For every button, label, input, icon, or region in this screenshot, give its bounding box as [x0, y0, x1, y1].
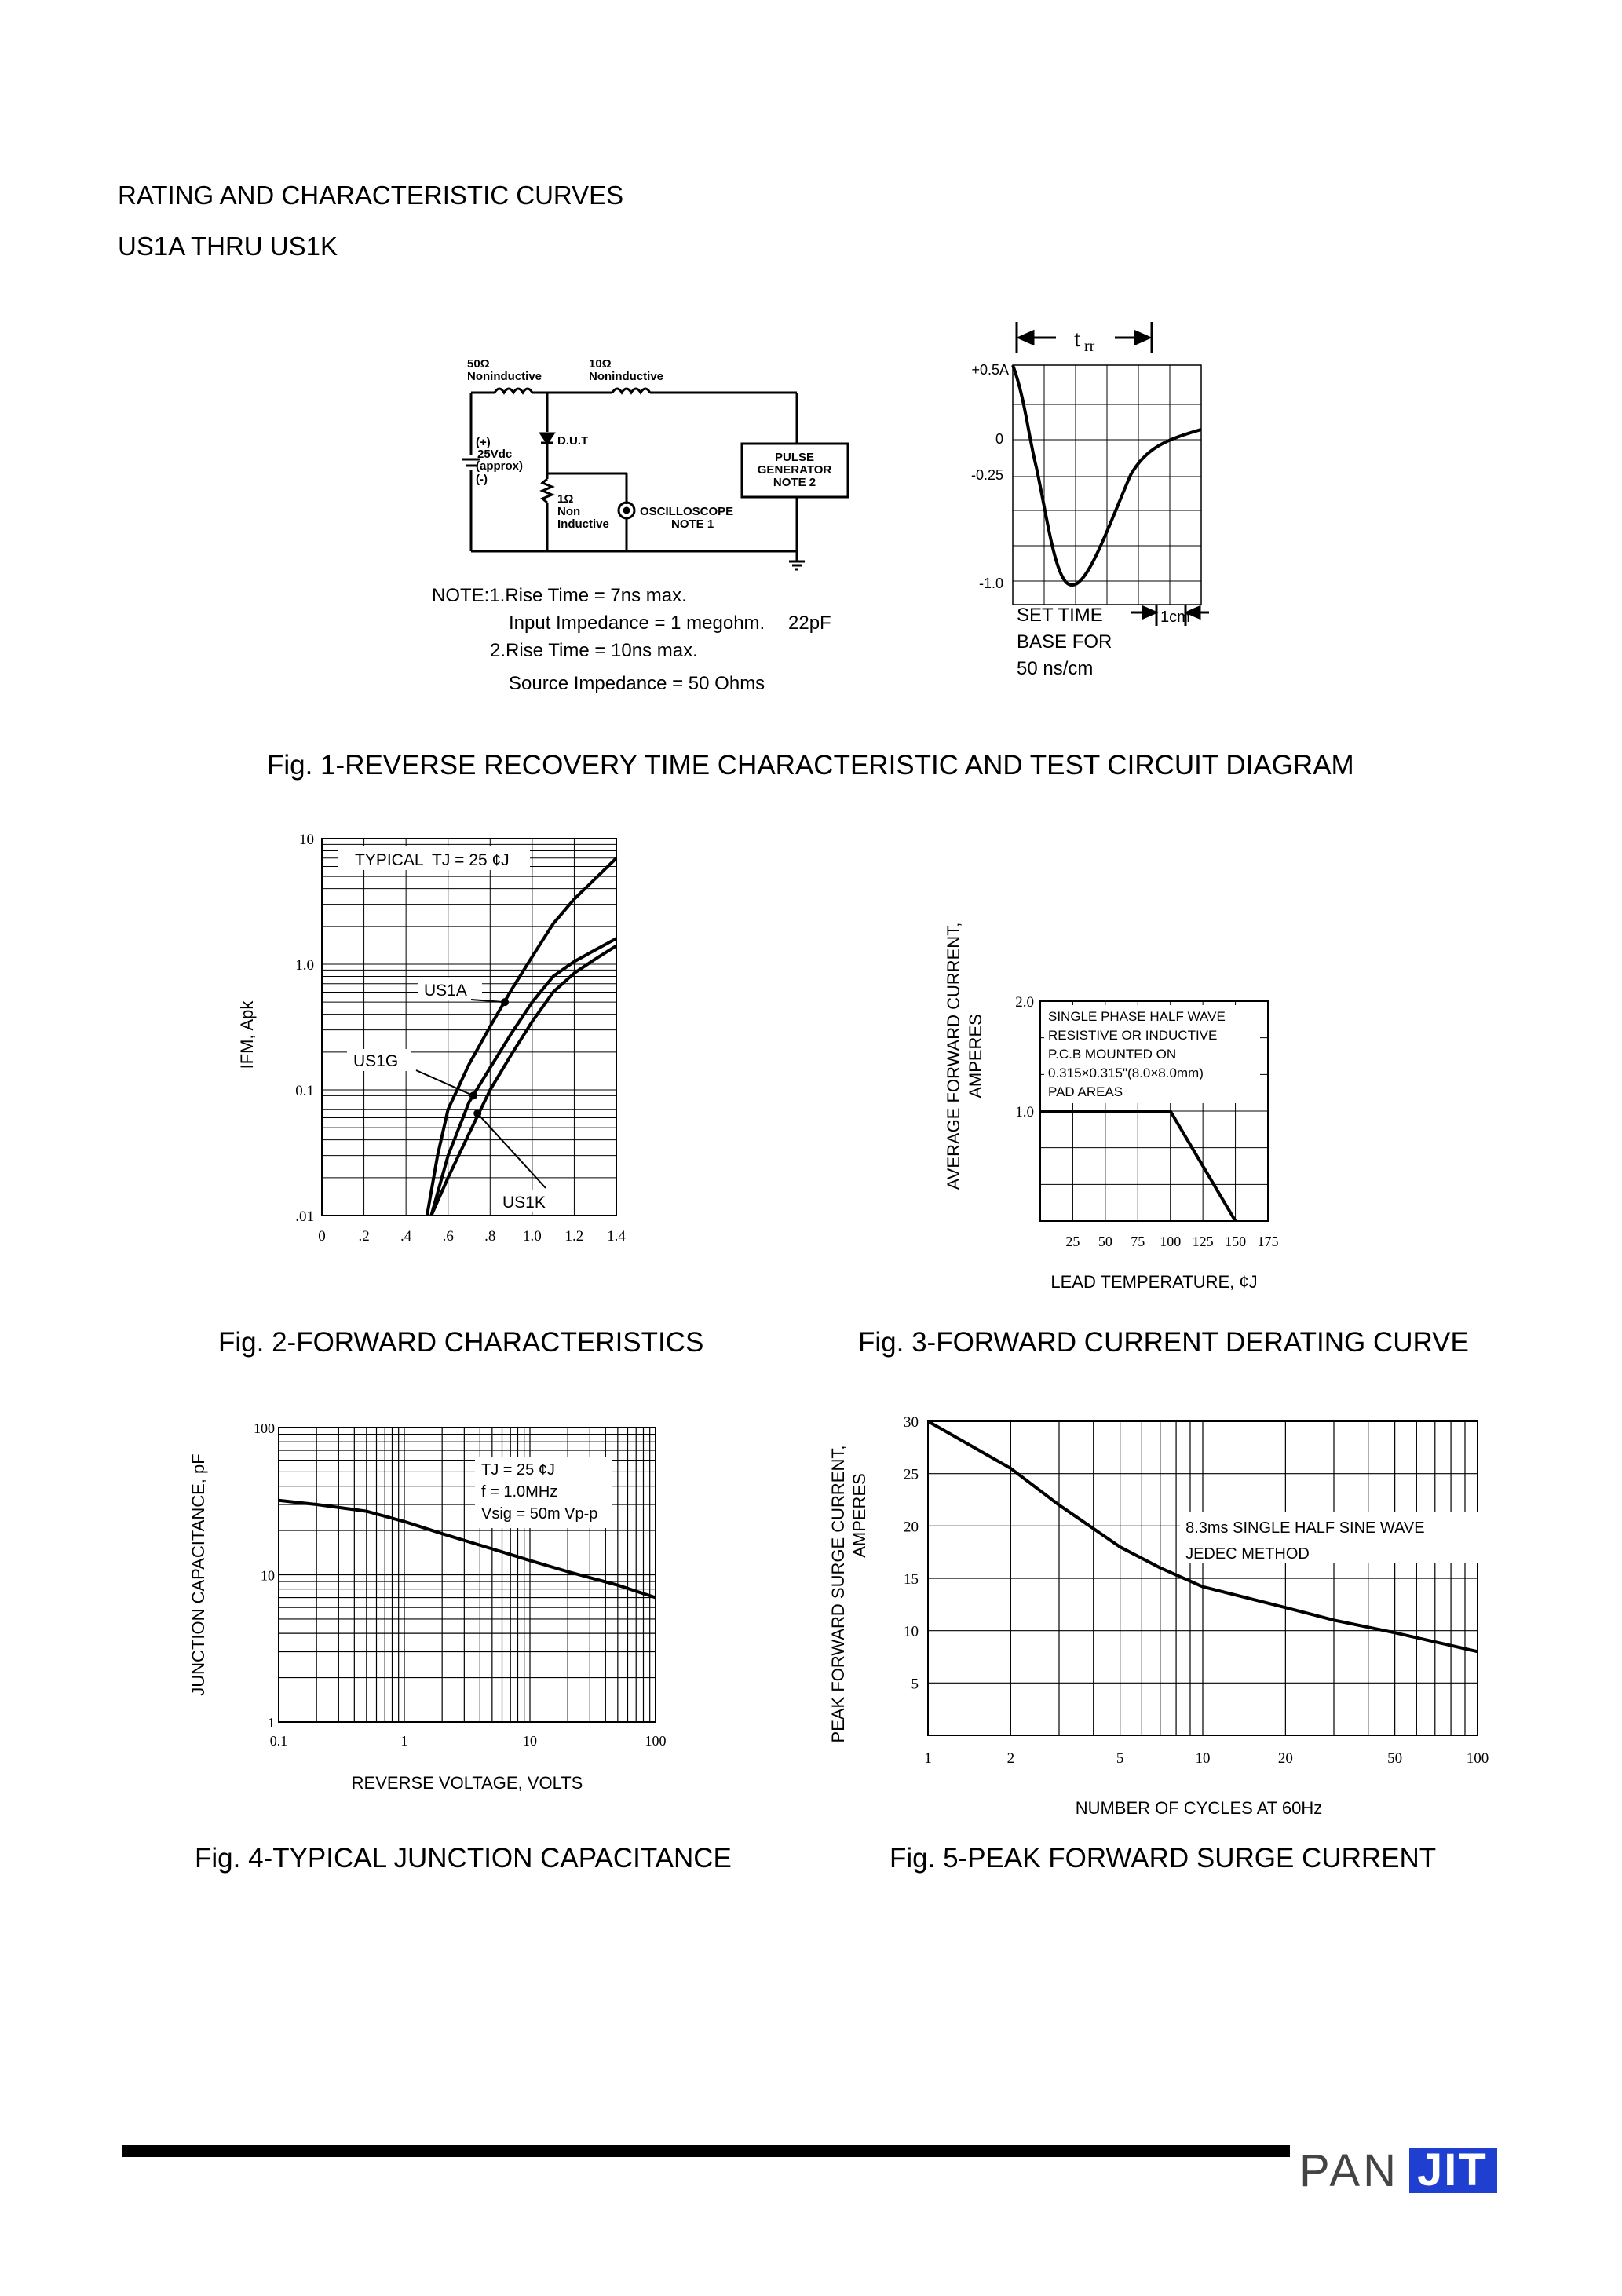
fig4-caption: Fig. 4-TYPICAL JUNCTION CAPACITANCE: [195, 1843, 732, 1874]
fig5-caption: Fig. 5-PEAK FORWARD SURGE CURRENT: [890, 1843, 1437, 1874]
fig3-note-line: SINGLE PHASE HALF WAVE: [1048, 1009, 1226, 1024]
fig4-x-tick: 10: [523, 1733, 537, 1749]
r10-desc: Noninductive: [589, 370, 664, 383]
r1-label: 1Ω: [557, 492, 574, 506]
fig3-y-tick: 2.0: [1015, 994, 1034, 1011]
page-subtitle: US1A THRU US1K: [118, 232, 338, 261]
fig5-note-line: JEDEC METHOD: [1185, 1545, 1310, 1563]
fig2-chart: [228, 817, 644, 1280]
fig4-y-tick: 100: [254, 1420, 275, 1436]
fig5-x-tick: 10: [1195, 1750, 1211, 1767]
fig2-leader: [477, 1113, 546, 1188]
fig5-x-tick: 1: [924, 1750, 932, 1767]
fig2-leader-head: [473, 1110, 481, 1117]
supply-label: 25Vdc: [477, 448, 513, 461]
fig3-x-tick: 25: [1065, 1234, 1080, 1249]
fig5-y-tick: 25: [904, 1466, 919, 1483]
fig3-y-tick: 1.0: [1015, 1104, 1034, 1121]
fig2-typical-label: TYPICAL: [355, 851, 424, 869]
r50-desc: Noninductive: [467, 370, 542, 383]
set-time-3: 50 ns/cm: [1017, 658, 1094, 679]
trr-scope-trace: [950, 310, 1264, 695]
r1-desc1: Non: [557, 505, 581, 518]
fig2-tj-label: TJ = 25 ¢J: [432, 851, 510, 869]
fig5-x-label: NUMBER OF CYCLES AT 60Hz: [1075, 1798, 1323, 1818]
page-title: RATING AND CHARACTERISTIC CURVES: [118, 181, 624, 210]
fig5-y-tick: 5: [911, 1676, 919, 1693]
fig1-caption: Fig. 1-REVERSE RECOVERY TIME CHARACTERISTIC AND TEST CIRCUIT DIAGRAM: [267, 750, 1354, 781]
r50-label: 50Ω: [467, 357, 490, 371]
fig3-x-tick: 125: [1192, 1234, 1214, 1249]
fig3-x-tick: 100: [1160, 1234, 1182, 1249]
scope-y-zero: 0: [995, 431, 1003, 447]
note-1-impedance: Input Impedance = 1 megohm.: [509, 612, 765, 634]
fig2-caption: Fig. 2-FORWARD CHARACTERISTICS: [218, 1327, 704, 1358]
fig3-x-tick: 75: [1131, 1234, 1145, 1249]
fig5-y-tick: 20: [904, 1519, 919, 1536]
fig3-note-line: P.C.B MOUNTED ON: [1048, 1047, 1177, 1062]
fig3-note-line: RESISTIVE OR INDUCTIVE: [1048, 1028, 1218, 1043]
fig4-note-line: TJ = 25 ¢J: [481, 1461, 555, 1479]
fig4-x-label: REVERSE VOLTAGE, VOLTS: [351, 1773, 583, 1793]
fig4-note-line: Vsig = 50m Vp-p: [481, 1505, 598, 1523]
fig2-x-tick: .2: [358, 1228, 370, 1245]
fig5-note-line: 8.3ms SINGLE HALF SINE WAVE: [1185, 1519, 1425, 1537]
pulse-label1: PULSE: [774, 451, 815, 464]
scope-y-m025: -0.25: [970, 467, 1003, 483]
note-1: NOTE:1.Rise Time = 7ns max.: [432, 585, 687, 606]
note-2-impedance: Source Impedance = 50 Ohms: [509, 673, 765, 694]
fig2-x-tick: 1.4: [607, 1228, 626, 1245]
fig4-y-tick: 1: [268, 1715, 275, 1731]
fig2-x-tick: 1.2: [564, 1228, 584, 1245]
pulse-label2: GENERATOR: [757, 463, 832, 477]
logo-jit-box: [1409, 2144, 1497, 2195]
set-time-2: BASE FOR: [1017, 631, 1112, 653]
fig2-x-tick: .6: [442, 1228, 454, 1245]
fig5-y-tick: 15: [904, 1571, 919, 1588]
fig2-series-label-us1g: US1G: [353, 1052, 399, 1070]
fig3-note-line: PAD AREAS: [1048, 1084, 1123, 1099]
fig5-x-tick: 20: [1277, 1750, 1293, 1767]
fig2-x-tick: .4: [400, 1228, 412, 1245]
fig3-x-tick: 175: [1257, 1234, 1279, 1249]
fig5-x-tick: 100: [1466, 1750, 1489, 1767]
fig2-series-label-us1k: US1K: [502, 1194, 546, 1212]
minus-label: (-): [476, 473, 488, 486]
fig2-leader-head: [469, 1091, 477, 1099]
fig3-x-tick: 50: [1098, 1234, 1112, 1249]
test-circuit-diagram: [455, 345, 864, 581]
fig3-caption: Fig. 3-FORWARD CURRENT DERATING CURVE: [858, 1327, 1469, 1358]
fig2-frame: [322, 839, 616, 1216]
trr-sub: rr: [1084, 338, 1095, 355]
fig3-x-label: LEAD TEMPERATURE, ¢J: [1050, 1272, 1258, 1292]
r1-desc2: Inductive: [557, 517, 609, 531]
fig5-x-tick: 5: [1116, 1750, 1124, 1767]
note-2: 2.Rise Time = 10ns max.: [490, 640, 698, 661]
fig2-y-tick: 0.1: [295, 1083, 314, 1099]
fig2-leader-head: [501, 998, 509, 1006]
fig4-chart: [181, 1406, 683, 1806]
fig2-y-tick: 10: [299, 832, 314, 848]
fig5-x-tick: 50: [1387, 1750, 1403, 1767]
fig5-y-tick: 30: [904, 1414, 919, 1431]
note-1-capacitance: 22pF: [788, 612, 831, 634]
osc-note: NOTE 1: [671, 517, 714, 531]
fig3-chart: [934, 919, 1327, 1303]
scope-y-m1: -1.0: [978, 576, 1003, 591]
fig4-x-tick: 1: [400, 1733, 408, 1749]
fig5-x-tick: 2: [1006, 1750, 1015, 1767]
fig4-note-line: f = 1.0MHz: [481, 1483, 558, 1501]
fig3-note-line: 0.315×0.315"(8.0×8.0mm): [1048, 1066, 1204, 1080]
fig3-y-label: AVERAGE FORWARD CURRENT,: [944, 922, 963, 1190]
trr-label: t: [1074, 326, 1081, 352]
fig5-y-tick: 10: [904, 1623, 919, 1640]
approx-label: (approx): [476, 459, 523, 473]
fig2-series-label-us1a: US1A: [424, 982, 467, 1000]
fig2-x-tick: .8: [484, 1228, 496, 1245]
fig4-y-label: JUNCTION CAPACITANCE, pF: [188, 1453, 208, 1696]
r10-label: 10Ω: [589, 357, 612, 371]
fig2-x-tick: 1.0: [522, 1228, 542, 1245]
fig2-y-label: IFM, Apk: [237, 1000, 257, 1069]
fig5-y-label: PEAK FORWARD SURGE CURRENT,: [828, 1445, 848, 1743]
fig2-x-tick: 0: [318, 1228, 326, 1245]
fig5-chart: [824, 1406, 1500, 1822]
set-time-1: SET TIME: [1017, 605, 1103, 626]
dut-label: D.U.T: [557, 434, 589, 448]
fig3-x-tick: 150: [1225, 1234, 1247, 1249]
footer-rule: [122, 2145, 1290, 2157]
fig5-y-label-unit: AMPERES: [849, 1473, 869, 1558]
logo-jit: JIT: [1417, 2144, 1488, 2195]
fig4-x-tick: 0.1: [269, 1733, 288, 1749]
scope-cm-label: 1cm: [1160, 609, 1190, 626]
logo-pan: PAN: [1299, 2145, 1399, 2196]
pulse-label3: NOTE 2: [773, 476, 816, 489]
scope-y-top: +0.5A: [971, 362, 1009, 378]
fig3-y-label-unit: AMPERES: [966, 1014, 985, 1099]
fig4-y-tick: 10: [261, 1567, 275, 1584]
fig2-y-tick: 1.0: [295, 957, 314, 974]
osc-label: OSCILLOSCOPE: [640, 505, 734, 518]
fig4-x-tick: 100: [645, 1733, 667, 1749]
fig2-y-tick: .01: [295, 1208, 314, 1225]
plus-label: (+): [476, 436, 491, 449]
